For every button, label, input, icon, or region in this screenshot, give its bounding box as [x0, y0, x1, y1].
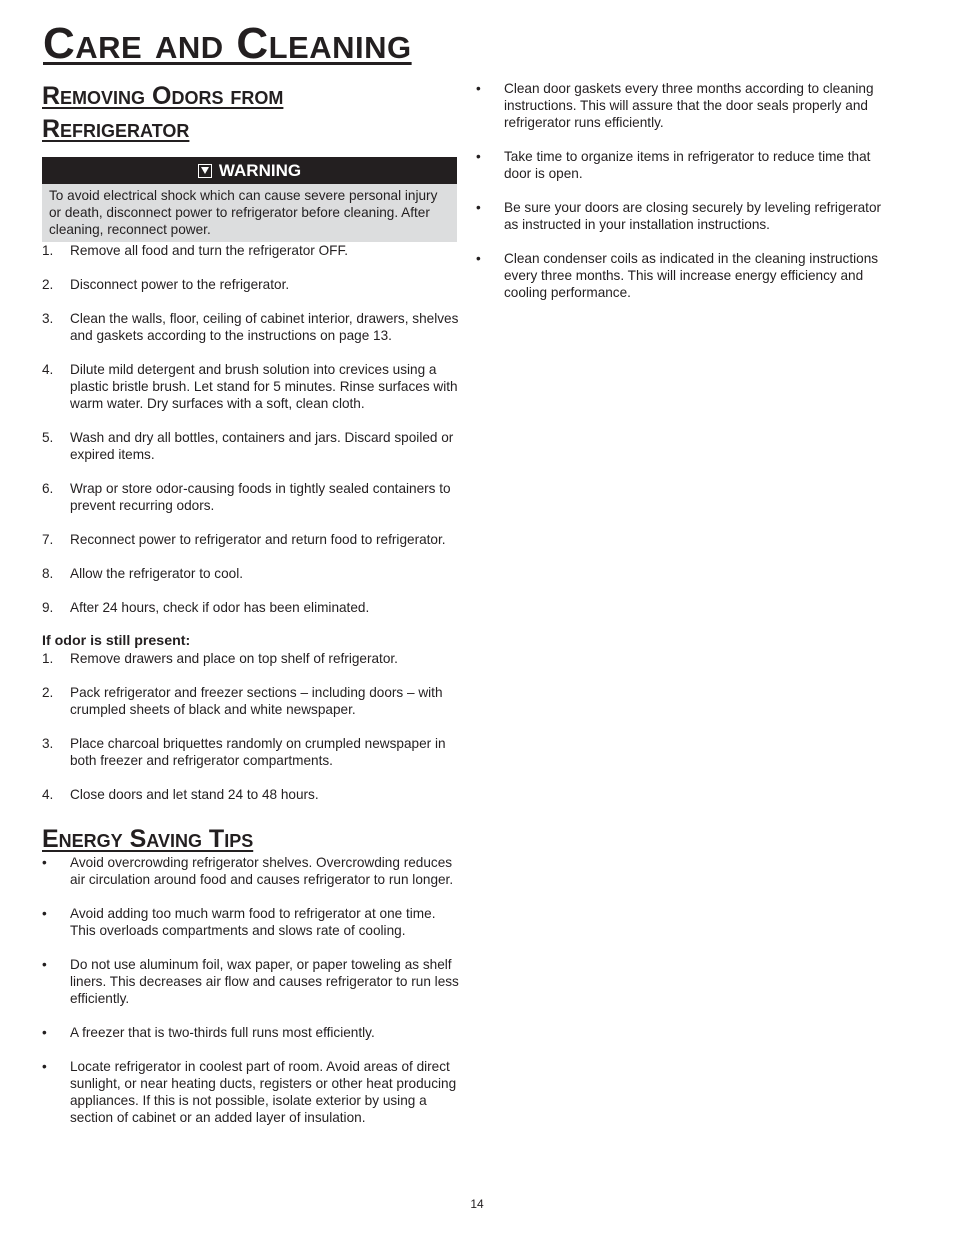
list-text: Close doors and let stand 24 to 48 hours.: [70, 787, 319, 802]
list-item: [42, 650, 460, 667]
list-number: 1.: [42, 243, 54, 258]
list-text: Clean condenser coils as indicated in the cleaning instructions every three months. This will increase energy efficiency and cooling performance.: [504, 251, 879, 300]
odor-subheading: If odor is still present:: [42, 633, 191, 649]
right-column: [476, 80, 896, 301]
list-item: [42, 565, 460, 582]
list-text: A freezer that is two-thirds full runs most efficiently.: [70, 1025, 375, 1040]
list-number: 1.: [42, 651, 54, 666]
energy-tips-list-right: [476, 80, 896, 301]
list-text: Take time to organize items in refrigerator to reduce time that door is open.: [504, 149, 871, 181]
list-item: [476, 199, 896, 233]
list-text: Disconnect power to the refrigerator.: [70, 277, 290, 292]
section-title-removing-odors: [42, 80, 460, 146]
list-number: 4.: [42, 787, 54, 802]
list-item: [42, 531, 460, 548]
list-number: 9.: [42, 600, 54, 615]
list-number: 2.: [42, 685, 54, 700]
list-text: Allow the refrigerator to cool.: [70, 566, 244, 581]
list-text: Locate refrigerator in coolest part of room. Avoid areas of direct sunlight, or near heating ducts, registers or other heat producing appliances. If this is not possible, isolate exterior by using a section of cabinet or an added layer of insulation.: [70, 1059, 457, 1125]
page-number: 14: [470, 1197, 484, 1211]
bullet-icon: •: [42, 855, 47, 870]
list-text: After 24 hours, check if odor has been eliminated.: [70, 600, 370, 615]
list-item: [42, 310, 460, 344]
list-text: Remove drawers and place on top shelf of refrigerator.: [70, 651, 398, 666]
list-text: Clean door gaskets every three months according to cleaning instructions. This will assure that the door seals properly and refrigerator runs efficiently.: [504, 81, 874, 130]
list-text: Do not use aluminum foil, wax paper, or paper toweling as shelf liners. This decreases air flow and causes refrigerator to run less efficiently.: [70, 957, 459, 1006]
energy-tips-list-left: [42, 854, 460, 1126]
bullet-icon: •: [42, 1059, 47, 1074]
bullet-icon: •: [476, 149, 481, 164]
list-text: Reconnect power to refrigerator and return food to refrigerator.: [70, 532, 446, 547]
warning-icon: [198, 164, 212, 178]
section-title-line2: Refrigerator: [42, 115, 190, 143]
list-text: Wash and dry all bottles, containers and jars. Discard spoiled or expired items.: [70, 430, 454, 462]
list-text: Clean the walls, floor, ceiling of cabinet interior, drawers, shelves and gaskets according to the instructions on page 13.: [70, 311, 459, 343]
list-text: Pack refrigerator and freezer sections – including doors – with crumpled sheets of black and white newspaper.: [70, 685, 443, 717]
list-number: 3.: [42, 311, 54, 326]
cleaning-steps-list: [42, 242, 460, 616]
list-number: 8.: [42, 566, 54, 581]
list-item: [476, 250, 896, 301]
list-item: [42, 905, 460, 939]
list-number: 5.: [42, 430, 54, 445]
section-title-line1: Removing Odors from: [42, 82, 284, 110]
list-item: [42, 684, 460, 718]
list-text: Dilute mild detergent and brush solution into crevices using a plastic bristle brush. Let stand for 5 minutes. Rinse surfaces with warm water. Dry surfaces with a soft, clean cloth.: [70, 362, 458, 411]
list-item: [42, 429, 460, 463]
list-item: [42, 1058, 460, 1126]
list-item: [476, 148, 896, 182]
list-item: [42, 276, 460, 293]
warning-label: WARNING: [218, 160, 302, 180]
list-item: [476, 80, 896, 131]
list-item: [42, 1024, 460, 1041]
list-item: [42, 956, 460, 1007]
odor-steps-list: [42, 650, 460, 803]
section-title-energy-saving-tips: Energy Saving Tips: [42, 825, 254, 853]
bullet-icon: •: [42, 957, 47, 972]
list-number: 3.: [42, 736, 54, 751]
bullet-icon: •: [42, 1025, 47, 1040]
list-item: [42, 854, 460, 888]
left-column: [42, 80, 460, 1126]
list-text: Avoid overcrowding refrigerator shelves. Overcrowding reduces air circulation around food and causes refrigerator to run longer.: [70, 855, 454, 887]
list-text: Place charcoal briquettes randomly on crumpled newspaper in both freezer and refrigerator compartments.: [70, 736, 446, 768]
list-item: [42, 242, 460, 259]
bullet-icon: •: [476, 251, 481, 266]
bullet-icon: •: [476, 200, 481, 215]
list-number: 6.: [42, 481, 54, 496]
list-number: 2.: [42, 277, 54, 292]
list-item: [42, 786, 460, 803]
list-item: [42, 599, 460, 616]
warning-header: [42, 157, 457, 184]
list-item: [42, 735, 460, 769]
list-item: [42, 361, 460, 412]
list-number: 7.: [42, 532, 54, 547]
list-text: Wrap or store odor-causing foods in tightly sealed containers to prevent recurring odors.: [70, 481, 451, 513]
list-text: Remove all food and turn the refrigerator OFF.: [70, 243, 349, 258]
list-number: 4.: [42, 362, 54, 377]
warning-box: [42, 157, 457, 242]
bullet-icon: •: [42, 906, 47, 921]
warning-text: To avoid electrical shock which can cause severe personal injury or death, disconnect power to refrigerator before cleaning. After cleaning, reconnect power.: [42, 184, 457, 242]
list-text: Be sure your doors are closing securely by leveling refrigerator as instructed in your installation instructions.: [504, 200, 882, 232]
list-text: Avoid adding too much warm food to refrigerator at one time. This overloads compartments and slows rate of cooling.: [70, 906, 436, 938]
page-title: Care and Cleaning: [43, 19, 412, 68]
list-item: [42, 480, 460, 514]
bullet-icon: •: [476, 81, 481, 96]
